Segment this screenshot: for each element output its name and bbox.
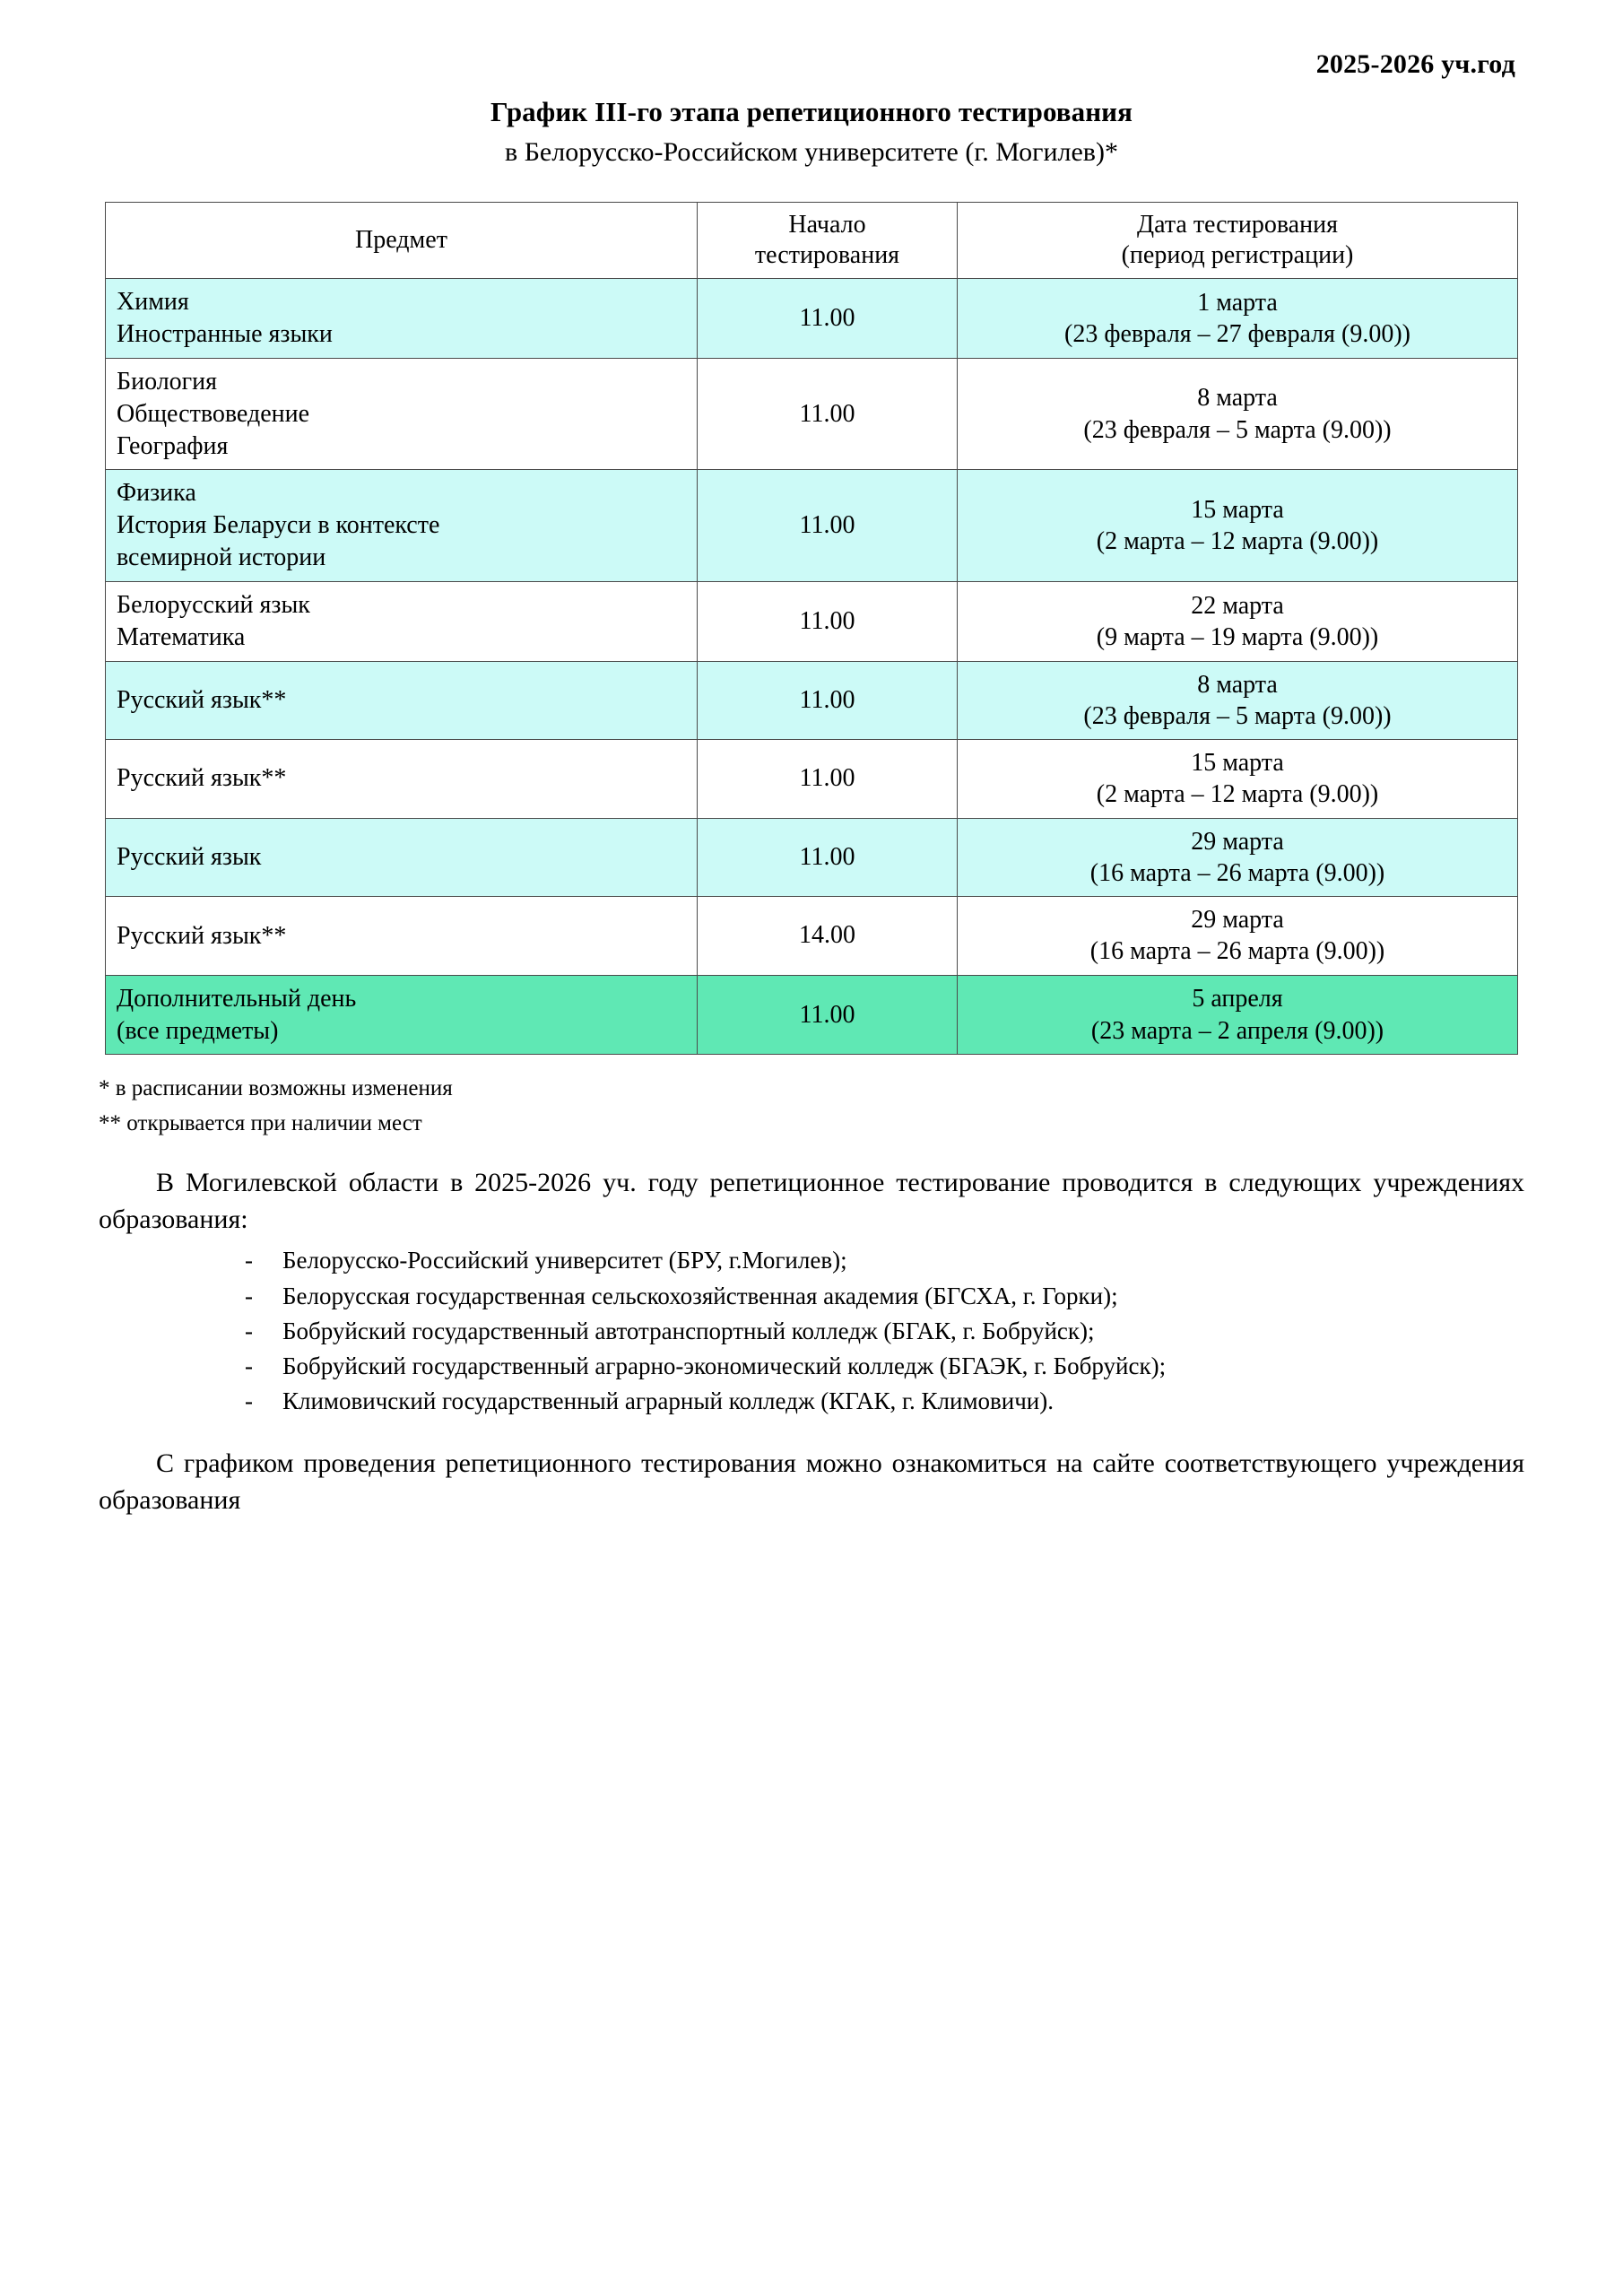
academic-year-label: 2025-2026 уч.год <box>1315 49 1515 79</box>
subject-line: География <box>117 431 229 460</box>
institution-name: Бобруйский государственный аграрно-экономический колледж (БГАЭК, г. Бобруйск); <box>282 1352 1167 1379</box>
table-row <box>106 358 1518 469</box>
cell-date <box>958 818 1518 897</box>
cell-subject <box>106 470 698 581</box>
registration-period-line: (2 марта – 12 марта (9.00)) <box>1096 527 1379 556</box>
column-header-date-line2: (период регистрации) <box>1121 241 1354 270</box>
table-row <box>106 975 1518 1055</box>
subject-line: Русский язык** <box>117 921 287 950</box>
institution-name: Белорусская государственная сельскохозяйственная академия (БГСХА, г. Горки); <box>282 1282 1118 1309</box>
cell-date <box>958 358 1518 469</box>
table-row <box>106 740 1518 819</box>
registration-period-line: (16 марта – 26 марта (9.00)) <box>1089 858 1385 887</box>
date-line: 5 апреля <box>1192 985 1283 1013</box>
footnotes <box>99 1074 1524 1138</box>
cell-start-time: 11.00 <box>698 279 958 359</box>
footnote-double-star: ** открывается при наличии мест <box>99 1110 422 1135</box>
cell-date <box>958 975 1518 1055</box>
subject-line: (все предметы) <box>117 1016 279 1045</box>
registration-period-line: (23 марта – 2 апреля (9.00)) <box>1090 1016 1384 1045</box>
subject-line: всемирной истории <box>117 544 326 572</box>
institution-name: Климовичский государственный аграрный колледж (КГАК, г. Климовичи). <box>282 1387 1054 1414</box>
column-header-start-line1: Начало <box>788 211 866 239</box>
dash-marker: - <box>245 1317 253 1344</box>
dash-marker: - <box>245 1352 253 1379</box>
dash-marker: - <box>245 1247 253 1274</box>
list-item <box>245 1314 1524 1349</box>
cell-start-time: 11.00 <box>698 975 958 1055</box>
column-header-date-line1: Дата тестирования <box>1137 211 1338 239</box>
table-header-row <box>106 203 1518 279</box>
date-line: 1 марта <box>1197 288 1278 317</box>
date-line: 29 марта <box>1191 906 1284 935</box>
date-line: 22 марта <box>1191 591 1284 620</box>
cell-start-time: 14.00 <box>698 897 958 976</box>
cell-date <box>958 279 1518 359</box>
subject-line: Физика <box>117 479 196 508</box>
column-header-subject <box>106 203 698 279</box>
date-line: 15 марта <box>1191 749 1284 778</box>
cell-date <box>958 581 1518 661</box>
registration-period-line: (9 марта – 19 марта (9.00)) <box>1096 622 1379 651</box>
cell-start-time: 11.00 <box>698 470 958 581</box>
cell-date <box>958 740 1518 819</box>
date-line: 29 марта <box>1191 827 1284 856</box>
subject-line: Обществоведение <box>117 399 310 428</box>
table-row <box>106 279 1518 359</box>
subject-line: Русский язык <box>117 843 262 871</box>
cell-subject <box>106 661 698 740</box>
page-subtitle: в Белорусско-Российском университете (г. Могилев)* <box>505 137 1118 167</box>
intro-paragraph: В Могилевской области в 2025-2026 уч. году репетиционное тестирование проводится в следующих учреждениях образования: <box>99 1168 1524 1234</box>
column-header-start <box>698 203 958 279</box>
page-title: График III-го этапа репетиционного тестирования <box>490 96 1133 127</box>
cell-start-time: 11.00 <box>698 661 958 740</box>
outro-paragraph: С графиком проведения репетиционного тестирования можно ознакомиться на сайте соответствующего учреждения образования <box>99 1448 1524 1515</box>
column-header-subject-label: Предмет <box>355 226 447 255</box>
subject-line: Русский язык** <box>117 764 287 793</box>
date-line: 8 марта <box>1197 384 1278 413</box>
registration-period-line: (2 марта – 12 марта (9.00)) <box>1096 780 1379 809</box>
cell-date <box>958 470 1518 581</box>
list-item <box>245 1349 1524 1384</box>
subject-line: Химия <box>117 288 189 317</box>
subject-line: Математика <box>117 622 246 651</box>
cell-date <box>958 661 1518 740</box>
table-row <box>106 581 1518 661</box>
table-row <box>106 470 1518 581</box>
registration-period-line: (23 февраля – 27 февраля (9.00)) <box>1064 320 1410 349</box>
table-header <box>106 203 1518 279</box>
column-header-start-line2: тестирования <box>754 241 900 270</box>
cell-subject <box>106 740 698 819</box>
cell-start-time: 11.00 <box>698 581 958 661</box>
column-header-date <box>958 203 1518 279</box>
cell-subject <box>106 897 698 976</box>
registration-period-line: (23 февраля – 5 марта (9.00)) <box>1083 415 1392 444</box>
cell-start-time: 11.00 <box>698 740 958 819</box>
registration-period-line: (23 февраля – 5 марта (9.00)) <box>1083 701 1392 730</box>
cell-subject <box>106 358 698 469</box>
subject-line: Дополнительный день <box>117 984 357 1013</box>
testing-schedule-table <box>105 202 1518 1055</box>
institutions-list <box>99 1243 1524 1419</box>
list-item <box>245 1243 1524 1278</box>
subject-line: Биология <box>117 367 218 396</box>
list-item <box>245 1384 1524 1419</box>
cell-subject <box>106 818 698 897</box>
cell-start-time: 11.00 <box>698 358 958 469</box>
table-body <box>106 279 1518 1055</box>
table-row <box>106 897 1518 976</box>
table-row <box>106 661 1518 740</box>
subject-line: История Беларуси в контексте <box>117 511 440 540</box>
table-row <box>106 818 1518 897</box>
institution-name: Белорусско-Российский университет (БРУ, г.Могилев); <box>282 1247 847 1274</box>
cell-subject <box>106 279 698 359</box>
date-line: 8 марта <box>1197 670 1278 699</box>
dash-marker: - <box>245 1282 253 1309</box>
cell-date <box>958 897 1518 976</box>
dash-marker: - <box>245 1387 253 1414</box>
subject-line: Белорусский язык <box>117 590 310 619</box>
footnote-single-star: * в расписании возможны изменения <box>99 1076 453 1101</box>
institution-name: Бобруйский государственный автотранспортный колледж (БГАК, г. Бобруйск); <box>282 1317 1095 1344</box>
list-item <box>245 1279 1524 1314</box>
date-line: 15 марта <box>1191 495 1284 524</box>
subject-line: Русский язык** <box>117 685 287 714</box>
cell-subject <box>106 975 698 1055</box>
cell-start-time: 11.00 <box>698 818 958 897</box>
subject-line: Иностранные языки <box>117 320 333 349</box>
registration-period-line: (16 марта – 26 марта (9.00)) <box>1089 937 1385 966</box>
cell-subject <box>106 581 698 661</box>
